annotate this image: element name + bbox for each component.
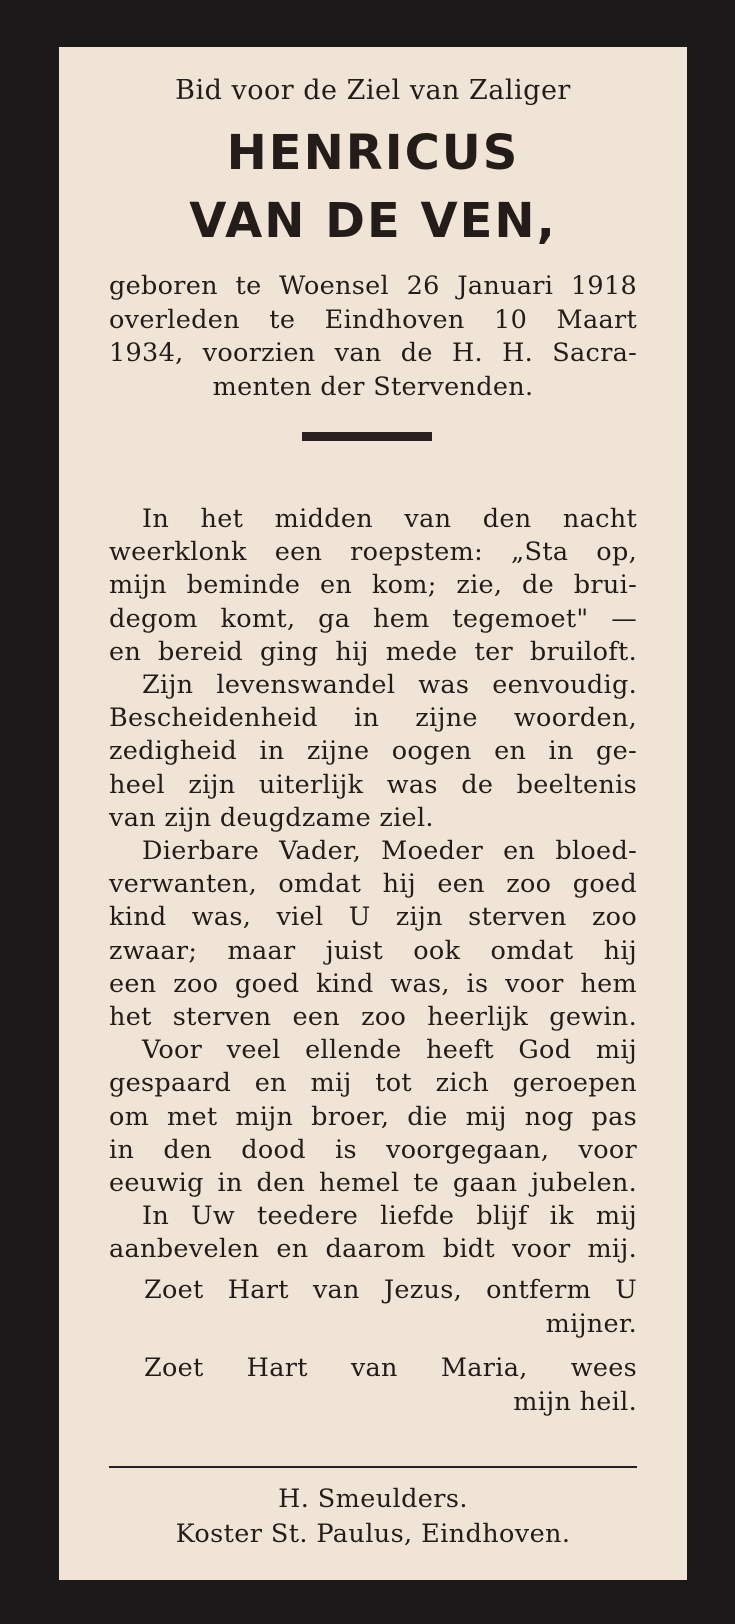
text-line: gespaard en mij tot zich geroepen: [109, 1068, 637, 1099]
text-line: kind was, viel U zijn sterven zoo: [109, 902, 637, 933]
text-line: en bereid ging hij mede ter bruiloft.: [109, 636, 637, 667]
text-line: In Uw teedere liefde blijf ik mij: [142, 1201, 637, 1232]
text-line: Voor veel ellende heeft God mij: [142, 1035, 637, 1066]
prayer-line: mijn heil.: [513, 1386, 637, 1417]
text-line: aanbevelen en daarom bidt voor mij.: [109, 1234, 637, 1265]
prayer-sacred-heart-jesus: [144, 1274, 637, 1341]
invocation-heading: Bid voor de Ziel van Zaliger: [175, 75, 571, 106]
text-line: het sterven een zoo heerlijk gewin.: [109, 1002, 637, 1033]
text-line: heel zijn uiterlijk was de beeltenis: [109, 769, 637, 800]
text-line: verwanten, omdat hij een zoo goed: [109, 869, 637, 900]
prayer-line: Zoet Hart van Jezus, ontferm U: [144, 1275, 637, 1305]
text-line: Bescheidenheid in zijne woorden,: [109, 703, 637, 734]
card-paper: [59, 47, 687, 1580]
text-line: zwaar; maar juist ook omdat hij: [109, 935, 637, 966]
bio-line: overleden te Eindhoven 10 Maart: [109, 304, 637, 335]
text-line: In het midden van den nacht: [142, 504, 637, 534]
prayer-line: Zoet Hart van Maria, wees: [144, 1353, 637, 1383]
text-line: weerklonk een roepstem: „Sta op,: [109, 537, 637, 568]
text-line: zedigheid in zijne oogen en in ge-: [109, 736, 637, 767]
ornamental-divider: [302, 432, 432, 441]
prayer-sacred-heart-maria: [144, 1352, 637, 1419]
text-line: in den dood is voorgegaan, voor: [109, 1134, 637, 1165]
printer-name: H. Smeulders.: [278, 1484, 468, 1514]
text-line: Zijn levenswandel was eenvoudig.: [142, 670, 637, 701]
text-line: Dierbare Vader, Moeder en bloed-: [142, 836, 637, 867]
footer-rule: [109, 1466, 637, 1468]
prayer-line: mijner.: [545, 1308, 637, 1339]
text-line: eeuwig in den hemel te gaan jubelen.: [109, 1168, 637, 1199]
text-line: mijn beminde en kom; zie, de brui-: [109, 570, 637, 601]
printer-address: Koster St. Paulus, Eindhoven.: [175, 1519, 571, 1549]
birth-death-details: [109, 270, 637, 404]
text-line: een zoo goed kind was, is voor hem: [109, 968, 637, 999]
bio-line: menten der Stervenden.: [212, 371, 534, 402]
text-line: degom komt, ga hem tegemoet" —: [109, 603, 637, 634]
deceased-surname: VAN DE VEN,: [189, 193, 557, 249]
bio-line: 1934, voorzien van de H. H. Sacra-: [109, 338, 637, 368]
text-line: om met mijn broer, die mij nog pas: [109, 1101, 637, 1132]
text-line: van zijn deugdzame ziel.: [109, 802, 434, 833]
deceased-first-name: HENRICUS: [226, 125, 520, 181]
memorial-text: [109, 503, 637, 1267]
bio-line: geboren te Woensel 26 Januari 1918: [109, 271, 637, 301]
